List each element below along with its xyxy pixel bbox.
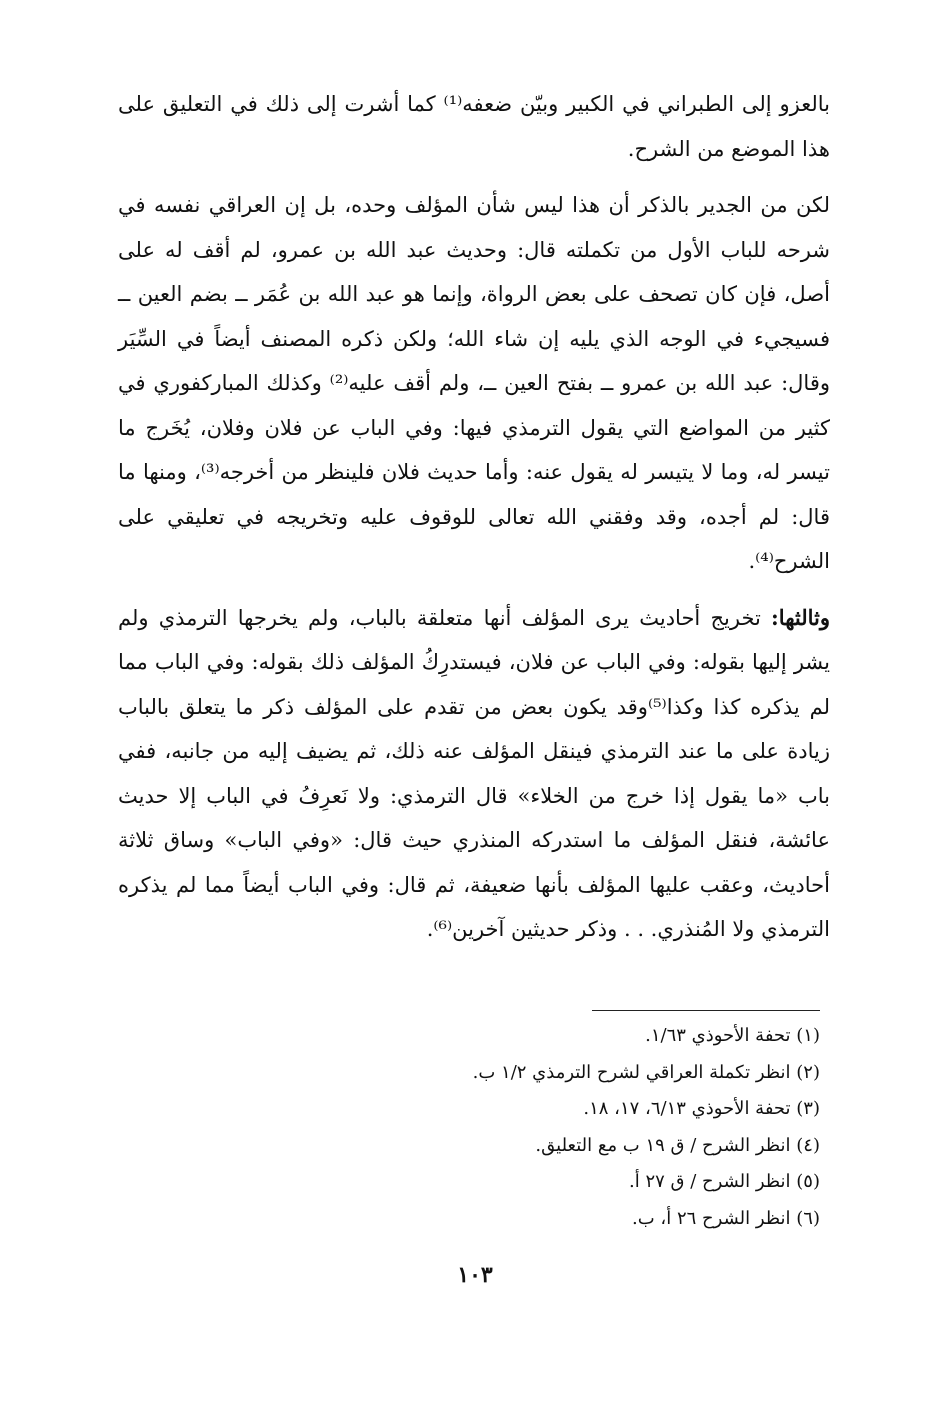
footnote-5: (٥) انظر الشرح / ق ٢٧ أ. [629,1171,820,1192]
footnotes-list [260,1018,820,1237]
paragraph-2: لكن من الجدير بالذكر أن هذا ليس شأن المؤلف وحده، بل إن العراقي نفسه في شرحه للباب الأول من تكملته قال: وحديث عبد الله بن عمرو، لم أقف له على أصل، فإن كان تصحف على بعض الرواة، وإنما هو عبد الله بن عُمَر ــ بضم العين ــ فسيجيء في الوجه الذي يليه إن شاء الله؛ ولكن ذكره المصنف أيضاً في السِّيَر وقال: عبد الله بن عمرو ــ بفتح العين ــ، ولم أقف عليه⁽²⁾ وكذلك المباركفوري في كثير من المواضع التي يقول الترمذي فيها: وفي الباب عن فلان وفلان، يُخَرج ما تيسر له، وما لا يتيسر له يقول عنه: وأما حديث فلان فلينظر من أخرجه⁽³⁾، ومنها ما قال: لم أجده، وقد وفقني الله تعالى للوقوف عليه وتخريجه في تعليقي على الشرح⁽⁴⁾. [118,193,831,573]
footnote-3: (٣) تحفة الأحوذي ٦/١٣، ١٧، ١٨. [583,1098,820,1119]
main-text [118,82,830,952]
footnote-separator [592,1010,820,1011]
footnote-2: (٢) انظر تكملة العراقي لشرح الترمذي ١/٢ ب. [472,1061,820,1083]
paragraph-3-text: تخريج أحاديث يرى المؤلف أنها متعلقة بالباب، ولم يخرجها الترمذي ولم يشر إليها بقوله: وفي الباب عن فلان، فيستدرِكُ المؤلف ذلك بقوله: وفي الباب مما لم يذكره كذا وكذا⁽⁵⁾وقد يكون بعض من تقدم على المؤلف ذكر ما يتعلق بالباب زيادة على ما عند الترمذي فينقل المؤلف عنه ذلك، ثم يضيف إليه من جانبه، ففي باب «ما يقول إذا خرج من الخلاء» قال الترمذي: ولا نَعرِفُ في الباب إلا حديث عائشة، فنقل المؤلف ما استدركه المنذري حيث قال: «وفي الباب» وساق ثلاثة أحاديث، وعقب عليها المؤلف بأنها ضعيفة، ثم قال: وفي الباب أيضاً مما لم يذكره الترمذي ولا المُنذري. . . وذكر حديثين آخرين⁽⁶⁾. [118,605,830,941]
footnote-6: (٦) انظر الشرح ٢٦ أ، ب. [632,1207,820,1229]
footnote-4: (٤) انظر الشرح / ق ١٩ ب مع التعليق. [535,1134,820,1156]
paragraph-3 [118,596,830,952]
footnote-1: (١) تحفة الأحوذي ١/٦٣. [645,1025,820,1046]
paragraph-3-lead: وثالثها: [771,604,830,630]
page-number: ١٠٣ [457,1262,493,1288]
paragraph-1: بالعزو إلى الطبراني في الكبير وبيّن ضعفه⁽¹⁾ كما أشرت إلى ذلك في التعليق على هذا الموضع من الشرح. [118,92,830,161]
